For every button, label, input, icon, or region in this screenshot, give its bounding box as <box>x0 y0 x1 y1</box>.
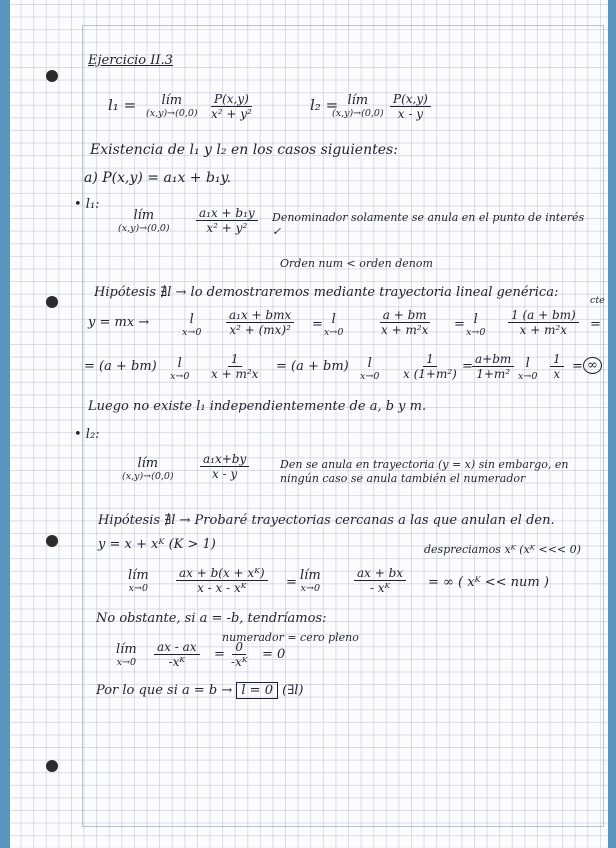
l2-fraction <box>390 92 431 121</box>
frac-den: x + m²x <box>381 323 429 337</box>
sec2-fraction <box>200 452 249 481</box>
frac-den: x - y <box>212 467 238 481</box>
infinity-result <box>583 359 602 374</box>
sec1-fraction <box>196 206 258 235</box>
lim-text: lím <box>347 93 369 108</box>
frac-num: a+bm <box>472 352 514 367</box>
lim-text: l <box>177 356 182 371</box>
section-l2-bullet: • l₂: <box>74 427 100 442</box>
equals-sign: = <box>572 359 583 374</box>
notebook-page <box>10 0 608 848</box>
frac-den: x + m²x <box>211 367 259 381</box>
punch-hole <box>46 535 58 547</box>
sec2-result: = ∞ ( xᴷ << num ) <box>428 575 549 590</box>
equals-sign: = <box>590 317 601 332</box>
limit-x0 <box>360 356 379 382</box>
frac-den: x - y <box>397 107 424 121</box>
sec1-note: Denominador solamente se anula en el punto de interés ✓ <box>272 211 585 239</box>
equals-sign: = <box>214 647 225 662</box>
frac-num: a₁x + b₁y <box>196 206 258 221</box>
lim-text: lím <box>133 208 155 223</box>
sec1-frac5 <box>400 352 460 381</box>
lim-sub: x→0 <box>170 371 190 382</box>
frac-num: P(x,y) <box>211 92 252 107</box>
lim-sub: (x,y)→(0,0) <box>118 223 170 234</box>
sec1-order: Orden num < orden denom <box>280 257 433 270</box>
frac-den: x² + y² <box>206 221 248 235</box>
lim-text: l <box>331 312 336 327</box>
lim-sub: x→0 <box>182 327 202 338</box>
frac-den: x² + y² <box>211 107 252 121</box>
final-line <box>96 684 303 699</box>
limit-x0 <box>182 312 201 338</box>
sec1-frac7 <box>550 352 564 381</box>
frac-den: - xᴷ <box>369 581 391 595</box>
lim-sub: x→0 <box>360 371 380 382</box>
lim-sub: x→0 <box>300 583 321 594</box>
l2-label: l₂ = <box>310 96 339 114</box>
limit-sec1 <box>118 208 170 234</box>
frac-num: 0 <box>232 640 246 655</box>
limit-x0 <box>116 642 137 668</box>
equals-sign: = <box>454 317 465 332</box>
sec1-frac4 <box>208 352 261 381</box>
frac-num: ax + b(x + xᴷ) <box>176 566 268 581</box>
frac-num: a + bm <box>380 308 430 323</box>
numerador-annotation: numerador = cero pleno <box>222 631 359 644</box>
limit-x0 <box>324 312 343 338</box>
frac-num: a₁x + bmx <box>226 308 294 323</box>
lim-sub: (x,y)→(0,0) <box>122 471 174 482</box>
frac-den: x <box>553 367 561 381</box>
infinity-circled: ∞ <box>583 357 602 374</box>
punch-hole <box>46 760 58 772</box>
frac-num: a₁x+by <box>200 452 249 467</box>
section-l1-bullet: • l₁: <box>74 197 100 212</box>
limit-sec2 <box>122 456 174 482</box>
lim-sub: (x,y)→(0,0) <box>332 108 384 119</box>
intro-line: Existencia de l₁ y l₂ en los casos siguientes: <box>90 142 398 158</box>
lim-sub: x→0 <box>128 583 149 594</box>
no-obstante-line: No obstante, si a = -b, tendríamos: <box>96 611 327 626</box>
desprec-annotation: despreciamos xᴷ (xᴷ <<< 0) <box>424 543 581 556</box>
sec1-frac2 <box>378 308 431 337</box>
binder-edge-left <box>0 0 10 848</box>
lim-text: lím <box>161 93 183 108</box>
lim-text: l <box>367 356 372 371</box>
lim-text: lím <box>300 568 321 583</box>
frac-num: 1 <box>423 352 437 367</box>
frac-den: x (1+m²) <box>403 367 457 381</box>
cte-annotation: cte <box>590 295 605 306</box>
lim-sub: x→0 <box>466 327 486 338</box>
frac-den: x² + (mx)² <box>229 323 291 337</box>
exercise-title: Ejercicio II.3 <box>88 53 173 68</box>
case-a: a) P(x,y) = a₁x + b₁y. <box>84 170 232 186</box>
limit-x0 <box>170 356 189 382</box>
sec2-note: Den se anula en trayectoria (y = x) sin embargo, en ningún caso se anula también el numerador <box>280 458 569 486</box>
lim-text: l <box>189 312 194 327</box>
final-boxed-result: l = 0 <box>236 682 278 699</box>
sec1-conclusion: Luego no existe l₁ independientemente de a, b y m. <box>88 399 427 414</box>
frac-den: -xᴷ <box>231 655 248 669</box>
frac-num: 1 <box>228 352 242 367</box>
l1-fraction <box>208 92 255 121</box>
frac-num: ax + bx <box>354 566 406 581</box>
sec2-hypothesis: Hipótesis ∄l → Probaré trayectorias cercanas a las que anulan el den. <box>98 513 555 528</box>
frac-den: x - x - xᴷ <box>197 581 247 595</box>
lim-sub: x→0 <box>116 657 137 668</box>
equals-sign: = <box>286 575 297 590</box>
limit-l2 <box>332 93 384 119</box>
limit-x0 <box>128 568 149 594</box>
limit-x0 <box>466 312 485 338</box>
sec1-frac3 <box>508 308 579 337</box>
lim-sub: (x,y)→(0,0) <box>146 108 198 119</box>
punch-hole <box>46 70 58 82</box>
ymx-label: y = mx → <box>88 315 150 330</box>
frac-den: x + m²x <box>519 323 568 337</box>
sec2-frac1 <box>176 566 268 595</box>
equals-sign: = <box>312 317 323 332</box>
punch-hole <box>46 296 58 308</box>
frac-num: 1 <box>550 352 564 367</box>
limit-l1 <box>146 93 198 119</box>
lim-sub: x→0 <box>324 327 344 338</box>
frac-den: -xᴷ <box>168 655 185 669</box>
sec1-hypothesis: Hipótesis ∄l → lo demostraremos mediante trayectoria lineal genérica: <box>94 285 559 300</box>
binder-edge-right <box>608 0 616 848</box>
limit-x0 <box>300 568 321 594</box>
limit-x0 <box>518 356 537 382</box>
lim-text: lím <box>128 568 149 583</box>
final-post: (∃l) <box>282 683 304 698</box>
lim-sub: x→0 <box>518 371 538 382</box>
row2-mid: = (a + bm) <box>276 359 349 374</box>
frac-num: P(x,y) <box>390 92 431 107</box>
sec2-frac4 <box>228 640 250 669</box>
sec1-frac6 <box>472 352 514 381</box>
final-pre: Por lo que si a = b → <box>96 683 233 698</box>
trajectory-eq: y = x + xᴷ (K > 1) <box>98 537 216 552</box>
row2-start: = (a + bm) <box>84 359 157 374</box>
lim-text: lím <box>116 642 137 657</box>
sec2-frac2 <box>354 566 406 595</box>
frac-num: ax - ax <box>154 640 200 655</box>
l1-label: l₁ = <box>108 96 137 114</box>
frac-num: 1 (a + bm) <box>508 308 579 323</box>
sec1-frac1 <box>226 308 294 337</box>
lim-text: l <box>525 356 530 371</box>
lim-text: lím <box>137 456 159 471</box>
lim-text: l <box>473 312 478 327</box>
equals-sign: = <box>462 359 473 374</box>
sec2-zero-result: = 0 <box>262 647 286 662</box>
frac-den: 1+m² <box>476 367 511 381</box>
sec2-frac3 <box>154 640 200 669</box>
